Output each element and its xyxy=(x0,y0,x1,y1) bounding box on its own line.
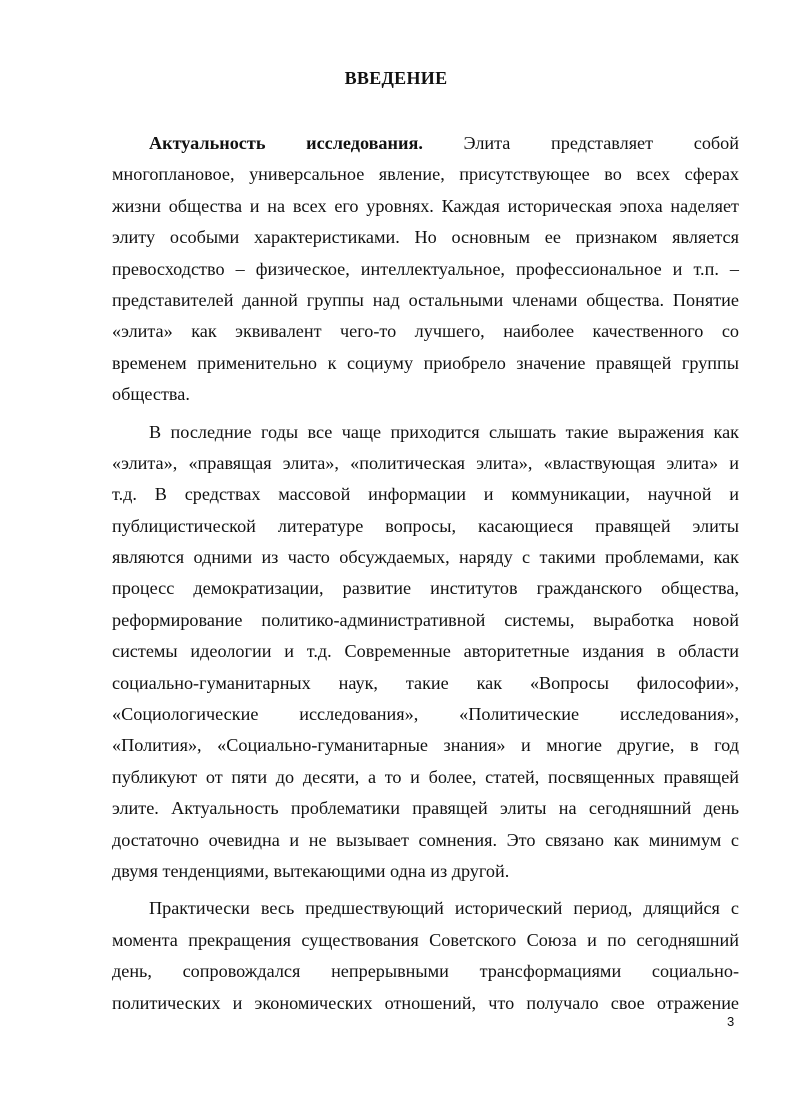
paragraph-2-line: «Полития», «Социально-гуманитарные знания» и многие другие, в год xyxy=(112,735,739,756)
paragraph-3-line: момента прекращения существования Советского Союза и по сегодняшний xyxy=(112,929,739,950)
paragraph-1-line: временем применительно к социуму приобрело значение правящей группы xyxy=(112,352,739,373)
paragraph-2-line: системы идеологии и т.д. Современные авторитетные издания в области xyxy=(112,641,739,662)
paragraph-3-line: Практически весь предшествующий исторический период, длящийся с xyxy=(149,898,739,919)
paragraph-2-line: реформирование политико-административной системы, выработка новой xyxy=(112,609,739,630)
paragraph-2-line: т.д. В средствах массовой информации и коммуникации, научной и xyxy=(112,484,739,505)
paragraph-1-line-1 xyxy=(112,128,739,159)
paragraph-2-line: достаточно очевидна и не вызывает сомнения. Это связано как минимум с xyxy=(112,829,739,850)
paragraph-2-line: процесс демократизации, развитие институтов гражданского общества, xyxy=(112,578,739,599)
paragraph-1-line-1-text: Элита представляет собой xyxy=(422,133,739,153)
paragraph-1-line: «элита» как эквивалент чего-то лучшего, наиболее качественного со xyxy=(112,321,739,342)
paragraph-2-line: двумя тенденциями, вытекающими одна из другой. xyxy=(112,860,510,881)
paragraph-3-line: день, сопровождался непрерывными трансформациями социально- xyxy=(112,961,739,982)
paragraph-2-line: элите. Актуальность проблематики правящей элиты на сегодняшний день xyxy=(112,798,739,819)
paragraph-2-line: «Социологические исследования», «Политические исследования», xyxy=(112,704,739,725)
paragraph-2-line: публицистической литературе вопросы, касающиеся правящей элиты xyxy=(112,515,739,536)
paragraph-2-line: В последние годы все чаще приходится слышать такие выражения как xyxy=(149,421,739,442)
paragraph-1-line: элиту особыми характеристиками. Но основным ее признаком является xyxy=(112,227,739,248)
body-text xyxy=(112,128,739,1019)
page-title: ВВЕДЕНИЕ xyxy=(344,68,448,88)
paragraph-1-line: жизни общества и на всех его уровнях. Каждая историческая эпоха наделяет xyxy=(112,195,739,216)
paragraph-2-line: являются одними из часто обсуждаемых, наряду с такими проблемами, как xyxy=(112,547,739,568)
paragraph-1-bold-lead: Актуальность исследования. xyxy=(149,133,423,153)
paragraph-2-line: социально-гуманитарных наук, такие как «Вопросы философии», xyxy=(112,672,739,693)
paragraph-1-line: общества. xyxy=(112,384,190,405)
paragraph-1-line: превосходство – физическое, интеллектуальное, профессиональное и т.п. – xyxy=(112,258,739,279)
paragraph-1-line: многоплановое, универсальное явление, присутствующее во всех сферах xyxy=(112,164,739,185)
paragraph-1-line: представителей данной группы над остальными членами общества. Понятие xyxy=(112,289,739,310)
paragraph-2-line: «элита», «правящая элита», «политическая элита», «властвующая элита» и xyxy=(112,452,739,473)
paragraph-3-line: политических и экономических отношений, что получало свое отражение xyxy=(112,992,739,1013)
page-number: 3 xyxy=(727,1014,735,1029)
paragraph-2-line: публикуют от пяти до десяти, а то и более, статей, посвященных правящей xyxy=(112,766,739,787)
